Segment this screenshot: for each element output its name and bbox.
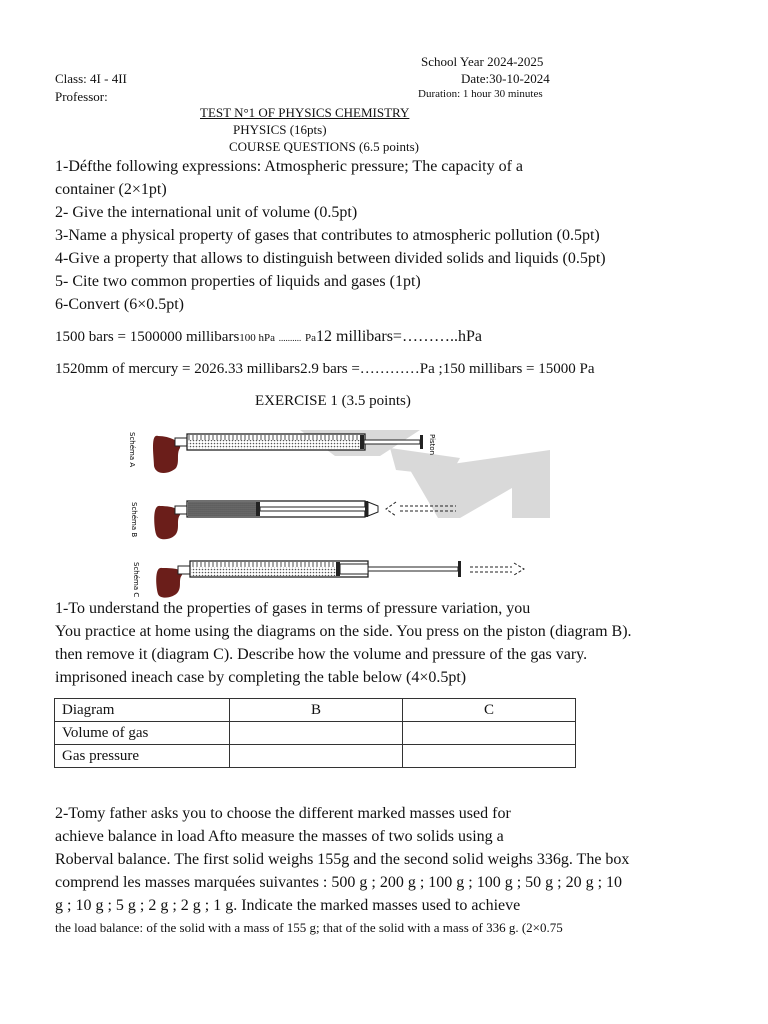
table-row <box>55 745 576 768</box>
table-header-row <box>55 699 576 722</box>
schema-c-label: Schéma C <box>132 562 140 598</box>
question-1b: container (2×1pt) <box>55 181 167 198</box>
date-label: Date:30-10-2024 <box>461 71 550 86</box>
syringe-b <box>130 501 456 539</box>
conversion-2a: 1520mm of mercury = 2026.33 millibars <box>55 361 301 377</box>
exercise-1-q2d: comprend les masses marquées suivantes : 500 g ; 200 g ; 100 g ; 100 g ; 50 g ; 20 g ; 10 <box>55 874 623 891</box>
duration-label: Duration: 1 hour 30 minutes <box>418 88 543 100</box>
conversion-1a: 1500 bars = 1500000 millibars <box>55 329 240 345</box>
conversion-line-1 <box>55 328 482 346</box>
table-header-b: B <box>230 699 403 722</box>
syringe-diagram <box>120 418 560 600</box>
answer-cell-pressure-b[interactable] <box>230 745 403 768</box>
table-header-c: C <box>403 699 576 722</box>
schema-a-label: Schéma A <box>128 432 136 468</box>
row-label-pressure: Gas pressure <box>55 745 230 768</box>
question-5: 5- Cite two common properties of liquids and gases (1pt) <box>55 273 421 290</box>
conversion-1d: Pa <box>305 332 317 344</box>
conversion-1e: 12 millibars=………..hPa <box>316 328 482 345</box>
answer-table <box>54 698 576 768</box>
table-row <box>55 722 576 745</box>
exercise-1-q2e: g ; 10 g ; 5 g ; 2 g ; 2 g ; 1 g. Indicate the marked masses used to achieve <box>55 897 521 914</box>
answer-cell-volume-b[interactable] <box>230 722 403 745</box>
physics-title: PHYSICS (16pts) <box>233 122 327 137</box>
exercise-1-p2: You practice at home using the diagrams on the side. You press on the piston (diagram B). <box>55 623 632 640</box>
conversion-1c: .......... <box>278 333 302 343</box>
exercise-1-q2c: Roberval balance. The first solid weighs 155g and the second solid weighs 336g. The box <box>55 851 630 868</box>
question-6: 6-Convert (6×0.5pt) <box>55 296 184 313</box>
conversion-line-2 <box>55 361 595 378</box>
test-title: TEST N°1 OF PHYSICS CHEMISTRY <box>200 105 410 120</box>
exercise-1-q2b: achieve balance in load Afto measure the masses of two solids using a <box>55 828 504 845</box>
table-header-diagram: Diagram <box>55 699 230 722</box>
question-1a: 1-Défthe following expressions: Atmospheric pressure; The capacity of a <box>55 158 524 175</box>
exercise-1-title: EXERCISE 1 (3.5 points) <box>255 393 411 409</box>
course-title: COURSE QUESTIONS (6.5 points) <box>229 139 419 154</box>
piston-label: Piston <box>428 434 436 456</box>
answer-cell-volume-c[interactable] <box>403 722 576 745</box>
answer-cell-pressure-c[interactable] <box>403 745 576 768</box>
exercise-1-p1: 1-To understand the properties of gases in terms of pressure variation, you <box>55 600 531 617</box>
row-label-volume: Volume of gas <box>55 722 230 745</box>
conversion-1b: 100 hPa <box>239 332 276 344</box>
class-label: Class: 4I - 4II <box>55 71 127 86</box>
schema-b-label: Schéma B <box>130 502 138 538</box>
exercise-1-q2f: the load balance: of the solid with a mass of 155 g; that of the solid with a mass of 336 g. (2×0.75 <box>55 920 563 935</box>
exercise-1-p4: imprisoned ineach case by completing the table below (4×0.5pt) <box>55 669 467 686</box>
pull-arrow-c <box>470 563 524 575</box>
question-4: 4-Give a property that allows to distinguish between divided solids and liquids (0.5pt) <box>55 250 606 267</box>
question-2: 2- Give the international unit of volume (0.5pt) <box>55 204 358 221</box>
exercise-1-q2a: 2-Tomy father asks you to choose the different marked masses used for <box>55 805 511 822</box>
syringe-c <box>132 561 524 598</box>
question-3: 3-Name a physical property of gases that contributes to atmospheric pollution (0.5pt) <box>55 227 600 244</box>
conversion-2b: 2.9 bars =…………Pa ;150 millibars = 15000 Pa <box>300 361 595 377</box>
exercise-1-p3: then remove it (diagram C). Describe how the volume and pressure of the gas vary. <box>55 646 588 663</box>
school-year: School Year 2024-2025 <box>421 54 544 69</box>
professor-label: Professor: <box>55 89 108 104</box>
